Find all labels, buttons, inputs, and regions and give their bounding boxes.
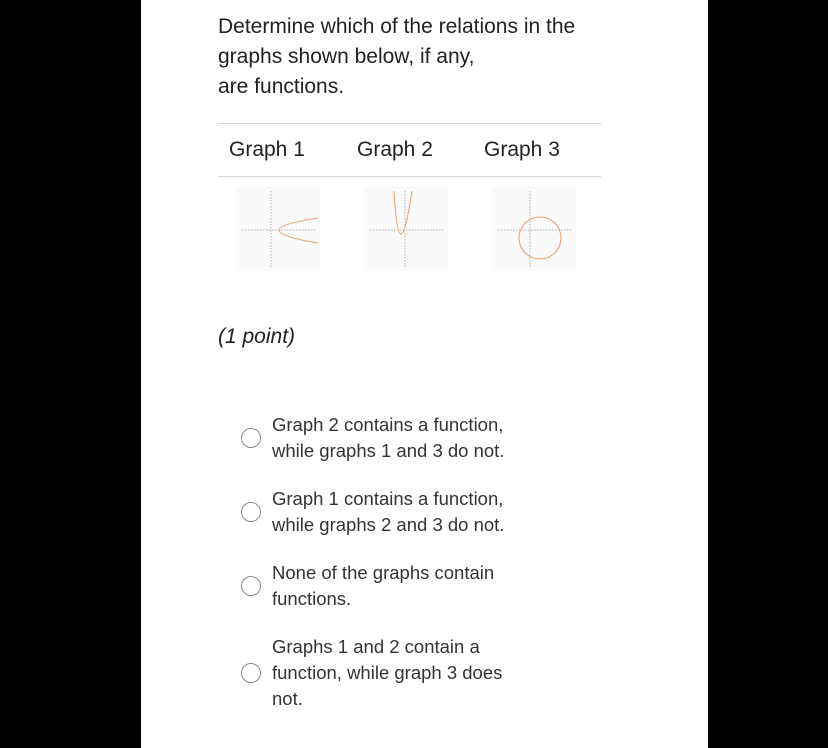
answer-option-line: functions. xyxy=(272,588,352,609)
radio-button[interactable] xyxy=(241,663,261,683)
points-label: (1 point) xyxy=(218,325,296,348)
answer-option-line: not. xyxy=(272,688,303,709)
graph-3-header: Graph 3 xyxy=(484,138,560,161)
graph-3-image xyxy=(492,187,576,271)
table-top-divider xyxy=(218,123,601,124)
question-line: graphs shown below, if any, xyxy=(218,45,475,68)
question-card xyxy=(141,0,708,748)
question-text xyxy=(218,12,608,102)
answer-option-label[interactable] xyxy=(272,486,562,538)
radio-button[interactable] xyxy=(241,576,261,596)
answer-option-line: Graph 2 contains a function, xyxy=(272,414,504,435)
graph-2-image xyxy=(364,187,448,271)
graph-2-header: Graph 2 xyxy=(357,138,433,161)
graph-1-header: Graph 1 xyxy=(229,138,305,161)
table-header-divider xyxy=(218,176,601,177)
radio-button[interactable] xyxy=(241,502,261,522)
answer-option-line: while graphs 1 and 3 do not. xyxy=(272,440,505,461)
question-line: Determine which of the relations in the xyxy=(218,15,576,38)
answer-option-line: function, while graph 3 does xyxy=(272,662,503,683)
answer-option-label[interactable] xyxy=(272,560,562,612)
graph-2-background xyxy=(364,187,448,271)
graph-1-background xyxy=(236,187,320,271)
graph-1-image xyxy=(236,187,320,271)
answer-option-line: Graphs 1 and 2 contain a xyxy=(272,636,480,657)
answer-option-label[interactable] xyxy=(272,634,562,712)
answer-option-label[interactable] xyxy=(272,412,562,464)
answer-option-line: None of the graphs contain xyxy=(272,562,495,583)
graph-table xyxy=(218,123,601,275)
question-line: are functions. xyxy=(218,75,345,98)
answer-option-line: Graph 1 contains a function, xyxy=(272,488,504,509)
radio-button[interactable] xyxy=(241,428,261,448)
answer-option-line: while graphs 2 and 3 do not. xyxy=(272,514,505,535)
